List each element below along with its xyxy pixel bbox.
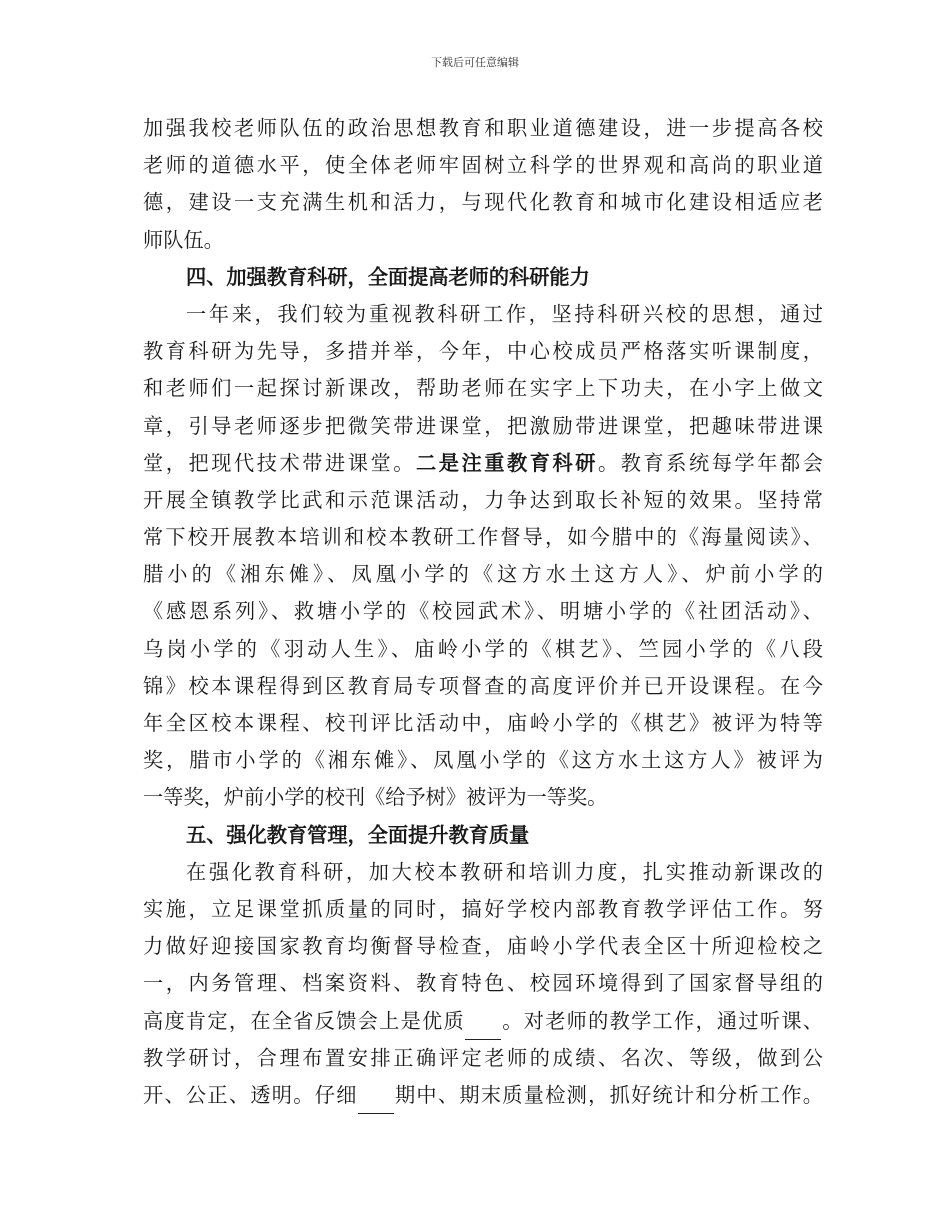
text-line: 教学研讨，合理布置安排正确评定老师的成绩、名次、等级，做到公 <box>143 1045 823 1070</box>
text-line: 和老师们一起探讨新课改，帮助老师在实字上下功夫，在小字上做文 <box>143 376 823 401</box>
text-line: 力做好迎接国家教育均衡督导检查，庙岭小学代表全区十所迎检校之 <box>143 934 823 959</box>
text-line: 开展全镇教学比武和示范课活动，力争达到取长补短的效果。坚持常 <box>143 487 823 512</box>
text-line: 师队伍。 <box>143 227 224 252</box>
text-line: 乌岗小学的《羽动人生》、庙岭小学的《棋艺》、竺园小学的《八段 <box>143 636 823 661</box>
paragraph <box>143 110 823 259</box>
text-line: 常下校开展教本培训和校本教研工作督导，如今腊中的《海量阅读》、 <box>143 525 823 550</box>
text-line: 一年来，我们较为重视教科研工作，坚持科研兴校的思想，通过 <box>186 301 823 326</box>
text-line <box>143 1003 823 1040</box>
text-span: 开、公正、透明。仔细 <box>143 1082 358 1107</box>
blank-underline <box>358 1087 394 1114</box>
page-header: 下载后可任意编辑 <box>431 56 519 69</box>
blank-underline <box>465 1013 501 1040</box>
text-line: 实施，立足课堂抓质量的同时，搞好学校内部教育教学评估工作。努 <box>143 896 823 921</box>
text-line: 锦》校本课程得到区教育局专项督查的高度评价并已开设课程。在今 <box>143 673 823 698</box>
section-heading-5: 五、强化教育管理，全面提升教育质量 <box>186 822 530 847</box>
text-line: 老师的道德水平，使全体老师牢固树立科学的世界观和高尚的职业道 <box>143 153 823 178</box>
text-line: 教育科研为先导，多措并举，今年，中心校成员严格落实听课制度， <box>143 339 823 364</box>
paragraph <box>143 296 823 817</box>
text-span: 高度肯定，在全省反馈会上是优质 <box>143 1008 465 1033</box>
text-line <box>143 445 823 482</box>
text-line: 腊小的《湘东傩》、凤凰小学的《这方水土这方人》、炉前小学的 <box>143 562 823 587</box>
text-line: 加强我校老师队伍的政治思想教育和职业道德建设，进一步提高各校 <box>143 116 823 140</box>
text-line <box>143 1077 823 1114</box>
bold-emphasis: 二是注重教育科研 <box>416 450 599 475</box>
text-line: 德，建设一支充满生机和活力，与现代化教育和城市化建设相适应老 <box>143 190 823 215</box>
text-line: 章，引导老师逐步把微笑带进课堂，把激励带进课堂，把趣味带进课 <box>143 413 823 438</box>
text-span: 。教育系统每学年都会 <box>598 450 823 475</box>
text-line: 在强化教育科研，加大校本教研和培训力度，扎实推动新课改的 <box>186 859 823 884</box>
text-span: 堂，把现代技术带进课堂。 <box>143 450 417 475</box>
paragraph <box>143 854 823 1114</box>
text-span: 。对老师的教学工作，通过听课、 <box>501 1008 823 1033</box>
text-line: 《感恩系列》、救塘小学的《校园武术》、明塘小学的《社团活动》、 <box>143 599 823 624</box>
text-line: 一，内务管理、档案资料、教育特色、校园环境得到了国家督导组的 <box>143 971 823 996</box>
text-line: 年全区校本课程、校刊评比活动中，庙岭小学的《棋艺》被评为特等 <box>143 711 823 735</box>
text-span: 期中、期末质量检测，抓好统计和分析工作。 <box>393 1082 823 1107</box>
text-line: 奖，腊市小学的《湘东傩》、凤凰小学的《这方水土这方人》被评为 <box>143 748 823 773</box>
text-line: 一等奖，炉前小学的校刊《给予树》被评为一等奖。 <box>143 785 608 810</box>
document-body <box>143 110 823 1114</box>
section-heading-4: 四、加强教育科研，全面提高老师的科研能力 <box>186 264 590 289</box>
